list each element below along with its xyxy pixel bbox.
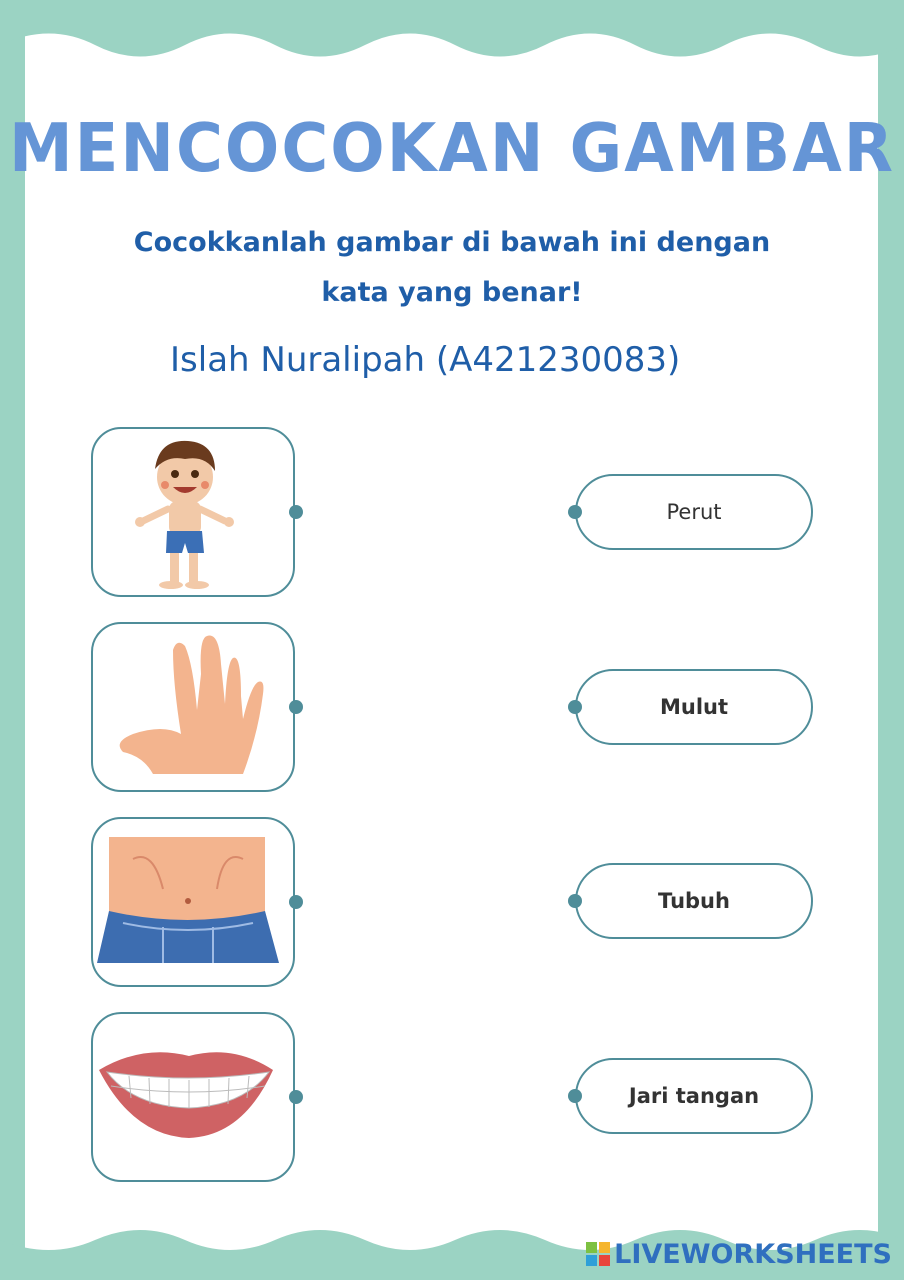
brand-name: LIVEWORKSHEETS [614,1238,892,1270]
word-card-jari-tangan[interactable]: Jari tangan [575,1058,813,1134]
word-card-mulut[interactable]: Mulut [575,669,813,745]
worksheet-title: MENCOCOKAN GAMBAR [8,110,896,188]
word-card-tubuh[interactable]: Tubuh [575,863,813,939]
liveworksheets-logo-icon [586,1242,610,1266]
picture-3-connector-dot[interactable] [289,895,303,909]
picture-1-connector-dot[interactable] [289,505,303,519]
hand-fingers-picture [93,624,293,790]
instruction-line-2: kata yang benar! [321,277,583,308]
picture-card-hand[interactable] [91,622,295,792]
student-name: Islah Nuralipah (A421230083) [170,340,681,380]
picture-card-body[interactable] [91,427,295,597]
picture-card-mouth[interactable] [91,1012,295,1182]
belly-picture [93,819,293,985]
word-card-perut[interactable]: Perut [575,474,813,550]
picture-2-connector-dot[interactable] [289,700,303,714]
word-2-connector-dot[interactable] [568,700,582,714]
word-1-connector-dot[interactable] [568,505,582,519]
boy-body-picture [93,429,293,595]
picture-card-belly[interactable] [91,817,295,987]
top-wave-border [0,0,904,70]
instruction-line-1: Cocokkanlah gambar di bawah ini dengan [133,227,771,258]
picture-4-connector-dot[interactable] [289,1090,303,1104]
mouth-smile-picture [93,1014,293,1180]
instruction-text [80,218,824,318]
word-3-connector-dot[interactable] [568,894,582,908]
word-4-connector-dot[interactable] [568,1089,582,1103]
liveworksheets-brand [586,1238,892,1270]
